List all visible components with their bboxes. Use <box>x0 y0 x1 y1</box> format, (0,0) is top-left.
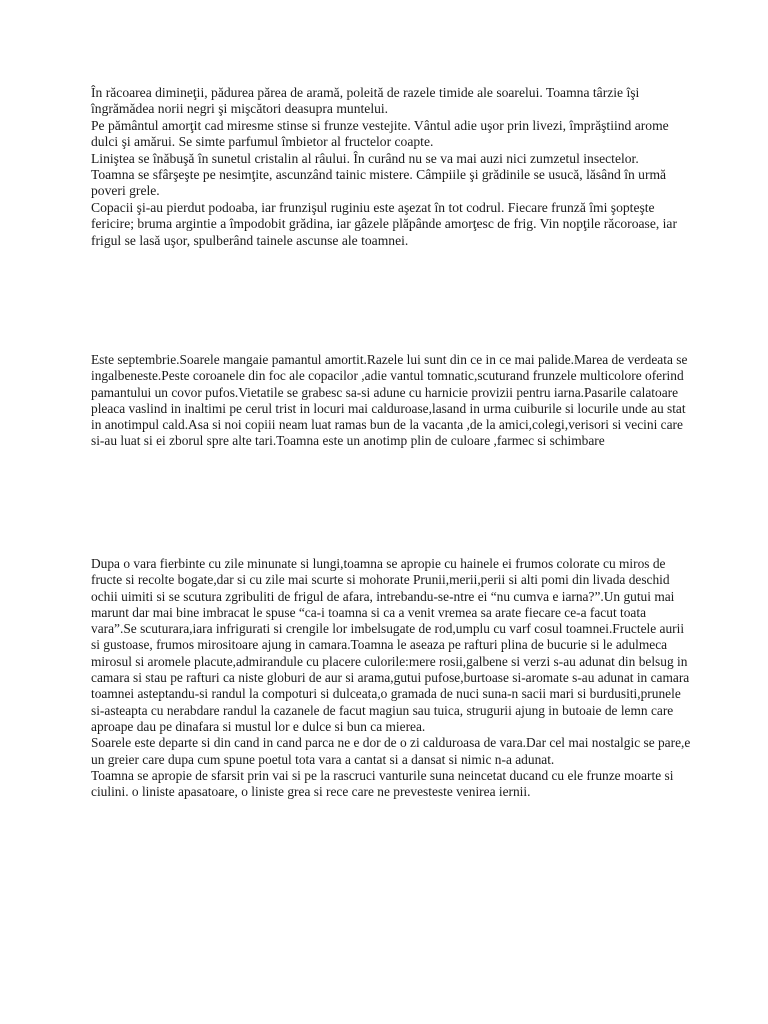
paragraph: Este septembrie.Soarele mangaie pamantul amortit.Razele lui sunt din ce in ce mai palide.Marea de verdeata se ingalbeneste.Peste coroanele din foc ale copacilor ,adie vantul tomnatic,scuturand frunzele multicolore oferind pamantului un covor pufos.Vietatile se grabesc sa-si adune cu harnicie provizii pentru iarna.Pasarile calatoare pleaca vaslind in inaltimi pe cerul trist in locuri mai calduroase,lasand in urma cuiburile si locurile unde au stat in anotimpul cald.Asa si noi copiii neam luat ramas bun de la vacanta ,de la amici,colegi,verisori si vecini care si-au luat si ei zborul spre alte tari.Toamna este un anotimp plin de culoare ,farmec si schimbare <box>91 352 688 449</box>
paragraph: Copacii şi-au pierdut podoaba, iar frunzişul ruginiu este aşezat în tot codrul. Fiecare frunză îmi şopteşte fericire; bruma argintie a împodobit grădina, iar gâzele plăpânde amorţesc de frig. Vin nopţile răcoroase, iar frigul se lasă uşor, spulberând tainele ascunse ale toamnei. <box>91 199 677 248</box>
paragraph: În răcoarea dimineţii, pădurea părea de aramă, poleită de razele timide ale soarelui. Toamna târzie îşi îngrămădea norii negri şi mişcători deasupra muntelui. <box>91 85 640 117</box>
paragraph: Soarele este departe si din cand in cand parca ne e dor de o zi calduroasa de vara.Dar cel mai nostalgic se pare,e un greier care dupa cum spune poetul tota vara a cantat si a dansat si nimic n-a adunat. <box>91 735 691 767</box>
text-section-1 <box>91 85 691 249</box>
text-section-2 <box>91 352 691 450</box>
paragraph: Dupa o vara fierbinte cu zile minunate si lungi,toamna se apropie cu hainele ei frumos colorate cu miros de fructe si recolte bogate,dar si cu zile mai scurte si mohorate Prunii,merii,perii si alti pomi din livada deschid ochii uimiti si se scutura zgribuliti de frigul de afara, intrebandu-se-ntre ei “nu cumva e iarna?”.Un gutui mai marunt dar mai bine imbracat le spuse “ca-i toamna si ca a venit vremea sa arate fiecare ce-a facut toata vara”.Se scuturara,iara infrigurati si crengile lor imbelsugate de rod,umplu cu varf cosul toamnei.Fructele aurii si gustoase, frumos mirositoare ajung in camara.Toamna le aseaza pe rafturi plina de bucurie si le adulmeca mirosul si aromele placute,admirandule cu placere culorile:mere rosii,galbene si verzi s-au adunat din belsug in camara si stau pe rafturi ca niste globuri de aur si arama,gutui pufose,burtoase si-aromate s-au adunat in camara toamnei asteptandu-si randul la compoturi si dulceata,o gramada de nuci suna-n sacii mari si burdusiti,prunele si-asteapta cu nerabdare randul la cazanele de facut magiun sau tuica, strugurii ajung in butoaie de lemn care aproape dau pe dinafara si mustul lor e dulce si bun ca mierea. <box>91 556 690 734</box>
paragraph: Liniştea se înăbuşă în sunetul cristalin al râului. În curând nu se va mai auzi nici zumzetul insectelor. <box>91 150 639 166</box>
paragraph: Pe pământul amorţit cad miresme stinse si frunze vestejite. Vântul adie uşor prin livezi, împrăştiind arome dulci şi amărui. Se simte parfumul îmbietor al fructelor coapte. <box>91 117 669 150</box>
paragraph: Toamna se sfârşeşte pe nesimţite, ascunzând tainic mistere. Câmpiile şi grădinile se usucă, lăsând în urmă poveri grele. <box>91 167 667 199</box>
text-section-3 <box>91 556 691 800</box>
paragraph: Toamna se apropie de sfarsit prin vai si pe la rascruci vanturile suna neincetat ducand cu ele frunze moarte si ciulini. o liniste apasatoare, o liniste grea si rece care ne prevesteste venirea iernii. <box>91 767 674 800</box>
